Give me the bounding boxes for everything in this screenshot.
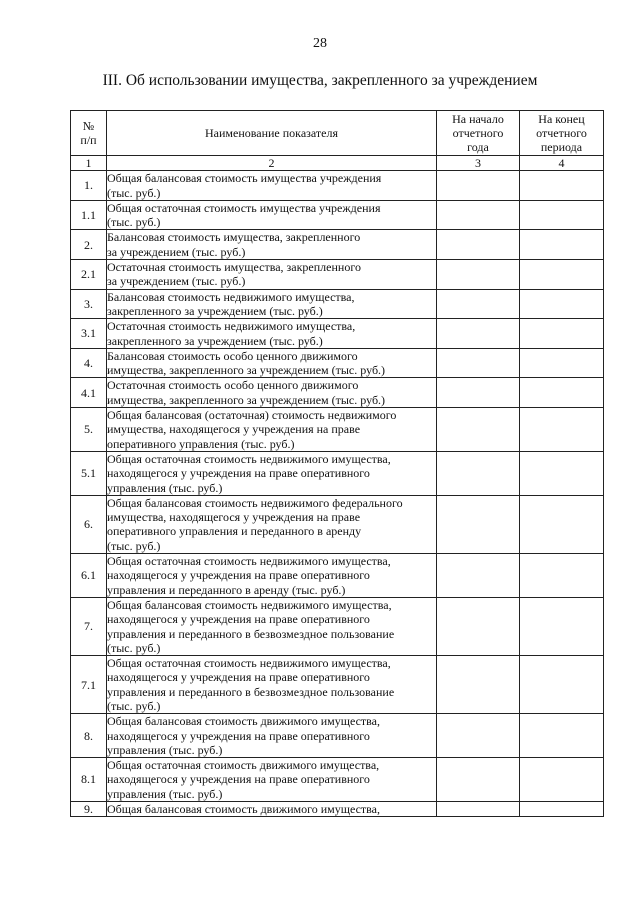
row-number: 3.	[71, 289, 107, 319]
column-number: 1	[71, 156, 107, 171]
row-indicator-name: Общая балансовая стоимость имущества учреждения (тыс. руб.)	[107, 171, 437, 201]
row-value-end	[520, 495, 604, 553]
table-row	[71, 802, 604, 817]
column-number: 3	[437, 156, 520, 171]
table-row	[71, 714, 604, 758]
row-indicator-name: Общая остаточная стоимость движимого имущества, находящегося у учреждения на праве оперативного управления (тыс. руб.)	[107, 758, 437, 802]
table-row	[71, 200, 604, 230]
row-indicator-name: Остаточная стоимость имущества, закрепленного за учреждением (тыс. руб.)	[107, 260, 437, 290]
table-row	[71, 319, 604, 349]
row-value-start	[437, 289, 520, 319]
row-value-start	[437, 378, 520, 408]
row-value-start	[437, 408, 520, 452]
row-number: 6.1	[71, 554, 107, 598]
row-value-end	[520, 260, 604, 290]
table-header-row	[71, 111, 604, 156]
row-value-start	[437, 348, 520, 378]
row-number: 6.	[71, 495, 107, 553]
row-indicator-name: Общая остаточная стоимость имущества учреждения (тыс. руб.)	[107, 200, 437, 230]
row-value-start	[437, 171, 520, 201]
row-number: 8.1	[71, 758, 107, 802]
row-number: 5.	[71, 408, 107, 452]
row-number: 9.	[71, 802, 107, 817]
row-value-end	[520, 230, 604, 260]
row-indicator-name: Балансовая стоимость недвижимого имущества, закрепленного за учреждением (тыс. руб.)	[107, 289, 437, 319]
row-number: 4.	[71, 348, 107, 378]
row-value-start	[437, 451, 520, 495]
row-number: 8.	[71, 714, 107, 758]
row-indicator-name: Общая балансовая стоимость движимого имущества,	[107, 802, 437, 817]
table-row	[71, 554, 604, 598]
row-indicator-name: Общая балансовая стоимость недвижимого федерального имущества, находящегося у учреждения на праве оперативного управления и переданного в аренду (тыс. руб.)	[107, 495, 437, 553]
table-row	[71, 408, 604, 452]
row-number: 1.	[71, 171, 107, 201]
row-value-end	[520, 597, 604, 655]
row-indicator-name: Балансовая стоимость имущества, закрепленного за учреждением (тыс. руб.)	[107, 230, 437, 260]
row-indicator-name: Остаточная стоимость особо ценного движимого имущества, закрепленного за учреждением (тыс. руб.)	[107, 378, 437, 408]
row-value-end	[520, 802, 604, 817]
table-row	[71, 378, 604, 408]
row-number: 7.	[71, 597, 107, 655]
row-value-end	[520, 348, 604, 378]
table-row	[71, 348, 604, 378]
row-value-start	[437, 200, 520, 230]
row-indicator-name: Общая балансовая (остаточная) стоимость недвижимого имущества, находящегося у учреждения на праве оперативного управления (тыс. руб.)	[107, 408, 437, 452]
property-usage-table	[70, 110, 604, 817]
row-indicator-name: Общая остаточная стоимость недвижимого имущества, находящегося у учреждения на праве оперативного управления и переданного в аренду (тыс. руб.)	[107, 554, 437, 598]
column-number: 4	[520, 156, 604, 171]
row-value-start	[437, 230, 520, 260]
table-row	[71, 230, 604, 260]
table-row	[71, 597, 604, 655]
row-value-start	[437, 714, 520, 758]
row-indicator-name: Остаточная стоимость недвижимого имущества, закрепленного за учреждением (тыс. руб.)	[107, 319, 437, 349]
header-start: На начало отчетного года	[437, 111, 520, 156]
row-value-end	[520, 758, 604, 802]
row-number: 7.1	[71, 656, 107, 714]
row-indicator-name: Общая остаточная стоимость недвижимого имущества, находящегося у учреждения на праве оперативного управления (тыс. руб.)	[107, 451, 437, 495]
row-value-start	[437, 656, 520, 714]
table-row	[71, 758, 604, 802]
row-number: 1.1	[71, 200, 107, 230]
row-indicator-name: Общая остаточная стоимость недвижимого имущества, находящегося у учреждения на праве оперативного управления и переданного в безвозмездное пользование (тыс. руб.)	[107, 656, 437, 714]
row-value-end	[520, 378, 604, 408]
table-row	[71, 171, 604, 201]
row-value-start	[437, 495, 520, 553]
table-row	[71, 656, 604, 714]
table-row	[71, 451, 604, 495]
row-value-end	[520, 554, 604, 598]
table-row	[71, 289, 604, 319]
row-value-end	[520, 714, 604, 758]
row-indicator-name: Общая балансовая стоимость недвижимого имущества, находящегося у учреждения на праве оперативного управления и переданного в безвозмездное пользование (тыс. руб.)	[107, 597, 437, 655]
row-value-end	[520, 289, 604, 319]
column-number-row	[71, 156, 604, 171]
row-value-start	[437, 802, 520, 817]
row-number: 5.1	[71, 451, 107, 495]
row-value-end	[520, 171, 604, 201]
row-value-end	[520, 656, 604, 714]
row-number: 4.1	[71, 378, 107, 408]
table-row	[71, 260, 604, 290]
row-value-start	[437, 758, 520, 802]
row-value-end	[520, 408, 604, 452]
table-body	[71, 171, 604, 817]
row-value-start	[437, 260, 520, 290]
row-number: 3.1	[71, 319, 107, 349]
column-number: 2	[107, 156, 437, 171]
header-num: № п/п	[71, 111, 107, 156]
row-value-end	[520, 319, 604, 349]
row-number: 2.1	[71, 260, 107, 290]
row-number: 2.	[71, 230, 107, 260]
section-title: III. Об использовании имущества, закрепленного за учреждением	[102, 72, 538, 89]
row-indicator-name: Балансовая стоимость особо ценного движимого имущества, закрепленного за учреждением (тыс. руб.)	[107, 348, 437, 378]
row-value-start	[437, 319, 520, 349]
header-end: На конец отчетного периода	[520, 111, 604, 156]
table-row	[71, 495, 604, 553]
row-value-end	[520, 451, 604, 495]
row-value-start	[437, 554, 520, 598]
row-indicator-name: Общая балансовая стоимость движимого имущества, находящегося у учреждения на праве оперативного управления (тыс. руб.)	[107, 714, 437, 758]
page-number: 28	[313, 36, 327, 51]
row-value-end	[520, 200, 604, 230]
header-name: Наименование показателя	[107, 111, 437, 156]
row-value-start	[437, 597, 520, 655]
